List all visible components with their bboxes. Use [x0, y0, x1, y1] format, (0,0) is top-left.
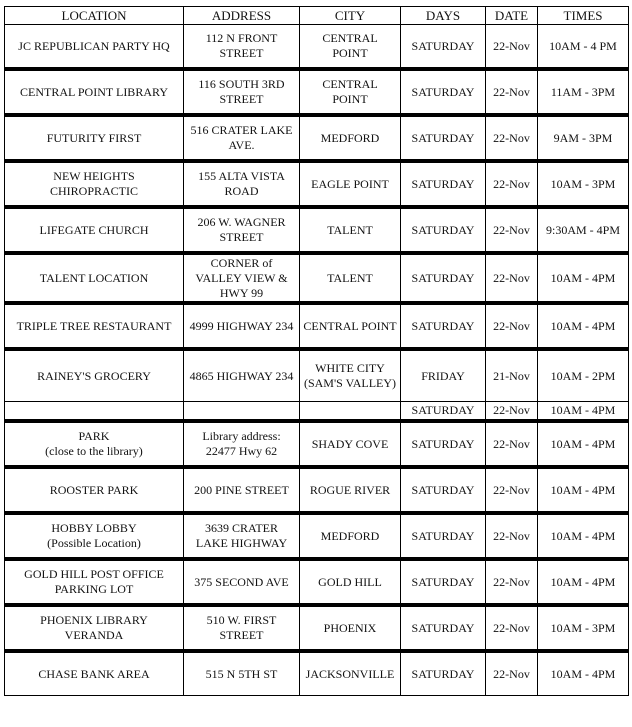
cell-address: 206 W. WAGNER STREET: [184, 207, 300, 253]
cell-location: TALENT LOCATION: [5, 253, 184, 303]
cell-location: TRIPLE TREE RESTAURANT: [5, 303, 184, 349]
cell-city: CENTRAL POINT: [300, 25, 401, 70]
cell-date: 22-Nov: [486, 25, 538, 70]
table-row: [5, 25, 629, 70]
cell-times: 9AM - 3PM: [538, 115, 629, 161]
table-row: [5, 513, 629, 559]
cell-city: [300, 402, 401, 422]
cell-days: SATURDAY: [401, 303, 486, 349]
cell-city: MEDFORD: [300, 115, 401, 161]
cell-times: 10AM - 2PM: [538, 349, 629, 402]
cell-times: 10AM - 4PM: [538, 402, 629, 422]
cell-date: 22-Nov: [486, 467, 538, 513]
cell-city: JACKSONVILLE: [300, 651, 401, 696]
cell-days: SATURDAY: [401, 25, 486, 70]
cell-days: SATURDAY: [401, 513, 486, 559]
table-row: [5, 115, 629, 161]
cell-days: FRIDAY: [401, 349, 486, 402]
cell-address: CORNER of VALLEY VIEW & HWY 99: [184, 253, 300, 303]
cell-days: SATURDAY: [401, 161, 486, 207]
header-times: TIMES: [538, 7, 629, 25]
cell-city: EAGLE POINT: [300, 161, 401, 207]
cell-date: 22-Nov: [486, 303, 538, 349]
cell-times: 10AM - 4PM: [538, 651, 629, 696]
cell-date: 22-Nov: [486, 115, 538, 161]
cell-times: 10AM - 4 PM: [538, 25, 629, 70]
cell-location: CHASE BANK AREA: [5, 651, 184, 696]
table-row: [5, 651, 629, 696]
table-row: [5, 207, 629, 253]
cell-date: 22-Nov: [486, 161, 538, 207]
cell-days: SATURDAY: [401, 559, 486, 605]
header-row: [5, 7, 629, 25]
table-row: [5, 421, 629, 467]
cell-address: 155 ALTA VISTA ROAD: [184, 161, 300, 207]
table-row: [5, 253, 629, 303]
cell-times: 10AM - 4PM: [538, 513, 629, 559]
cell-address: 515 N 5TH ST: [184, 651, 300, 696]
table-row: [5, 402, 629, 422]
cell-date: 22-Nov: [486, 253, 538, 303]
cell-days: SATURDAY: [401, 402, 486, 422]
cell-days: SATURDAY: [401, 69, 486, 115]
cell-address: 112 N FRONT STREET: [184, 25, 300, 70]
cell-address: [184, 402, 300, 422]
cell-city: GOLD HILL: [300, 559, 401, 605]
schedule-table: [4, 6, 629, 696]
cell-days: SATURDAY: [401, 253, 486, 303]
cell-address: Library address: 22477 Hwy 62: [184, 421, 300, 467]
cell-address: 516 CRATER LAKE AVE.: [184, 115, 300, 161]
cell-days: SATURDAY: [401, 605, 486, 651]
header-location: LOCATION: [5, 7, 184, 25]
cell-date: 22-Nov: [486, 69, 538, 115]
cell-address: 4999 HIGHWAY 234: [184, 303, 300, 349]
cell-date: 22-Nov: [486, 207, 538, 253]
cell-location: GOLD HILL POST OFFICE PARKING LOT: [5, 559, 184, 605]
header-city: CITY: [300, 7, 401, 25]
cell-location: NEW HEIGHTS CHIROPRACTIC: [5, 161, 184, 207]
table-row: [5, 559, 629, 605]
cell-location: JC REPUBLICAN PARTY HQ: [5, 25, 184, 70]
header-days: DAYS: [401, 7, 486, 25]
cell-date: 21-Nov: [486, 349, 538, 402]
cell-date: 22-Nov: [486, 651, 538, 696]
cell-days: SATURDAY: [401, 207, 486, 253]
cell-city: CENTRAL POINT: [300, 69, 401, 115]
cell-location: RAINEY'S GROCERY: [5, 349, 184, 402]
cell-date: 22-Nov: [486, 402, 538, 422]
cell-times: 10AM - 4PM: [538, 303, 629, 349]
cell-address: 4865 HIGHWAY 234: [184, 349, 300, 402]
cell-location: PARK (close to the library): [5, 421, 184, 467]
cell-times: 10AM - 4PM: [538, 467, 629, 513]
header-address: ADDRESS: [184, 7, 300, 25]
cell-times: 10AM - 3PM: [538, 605, 629, 651]
cell-days: SATURDAY: [401, 115, 486, 161]
cell-city: SHADY COVE: [300, 421, 401, 467]
cell-address: 116 SOUTH 3RD STREET: [184, 69, 300, 115]
cell-location: PHOENIX LIBRARY VERANDA: [5, 605, 184, 651]
cell-location: ROOSTER PARK: [5, 467, 184, 513]
cell-location: [5, 402, 184, 422]
cell-days: SATURDAY: [401, 421, 486, 467]
cell-city: WHITE CITY (SAM'S VALLEY): [300, 349, 401, 402]
table-row: [5, 161, 629, 207]
cell-city: TALENT: [300, 253, 401, 303]
cell-address: 510 W. FIRST STREET: [184, 605, 300, 651]
cell-times: 9:30AM - 4PM: [538, 207, 629, 253]
cell-date: 22-Nov: [486, 421, 538, 467]
table-row: [5, 69, 629, 115]
cell-city: CENTRAL POINT: [300, 303, 401, 349]
cell-times: 10AM - 4PM: [538, 559, 629, 605]
cell-location: LIFEGATE CHURCH: [5, 207, 184, 253]
cell-city: TALENT: [300, 207, 401, 253]
table-row: [5, 605, 629, 651]
cell-times: 10AM - 4PM: [538, 421, 629, 467]
cell-address: 3639 CRATER LAKE HIGHWAY: [184, 513, 300, 559]
cell-city: ROGUE RIVER: [300, 467, 401, 513]
cell-days: SATURDAY: [401, 467, 486, 513]
cell-times: 11AM - 3PM: [538, 69, 629, 115]
cell-times: 10AM - 4PM: [538, 253, 629, 303]
cell-date: 22-Nov: [486, 513, 538, 559]
cell-city: PHOENIX: [300, 605, 401, 651]
cell-address: 375 SECOND AVE: [184, 559, 300, 605]
cell-location: HOBBY LOBBY (Possible Location): [5, 513, 184, 559]
cell-location: CENTRAL POINT LIBRARY: [5, 69, 184, 115]
table-row: [5, 467, 629, 513]
table-row: [5, 349, 629, 402]
cell-date: 22-Nov: [486, 559, 538, 605]
cell-location: FUTURITY FIRST: [5, 115, 184, 161]
cell-days: SATURDAY: [401, 651, 486, 696]
cell-date: 22-Nov: [486, 605, 538, 651]
cell-address: 200 PINE STREET: [184, 467, 300, 513]
cell-city: MEDFORD: [300, 513, 401, 559]
cell-times: 10AM - 3PM: [538, 161, 629, 207]
header-date: DATE: [486, 7, 538, 25]
table-row: [5, 303, 629, 349]
